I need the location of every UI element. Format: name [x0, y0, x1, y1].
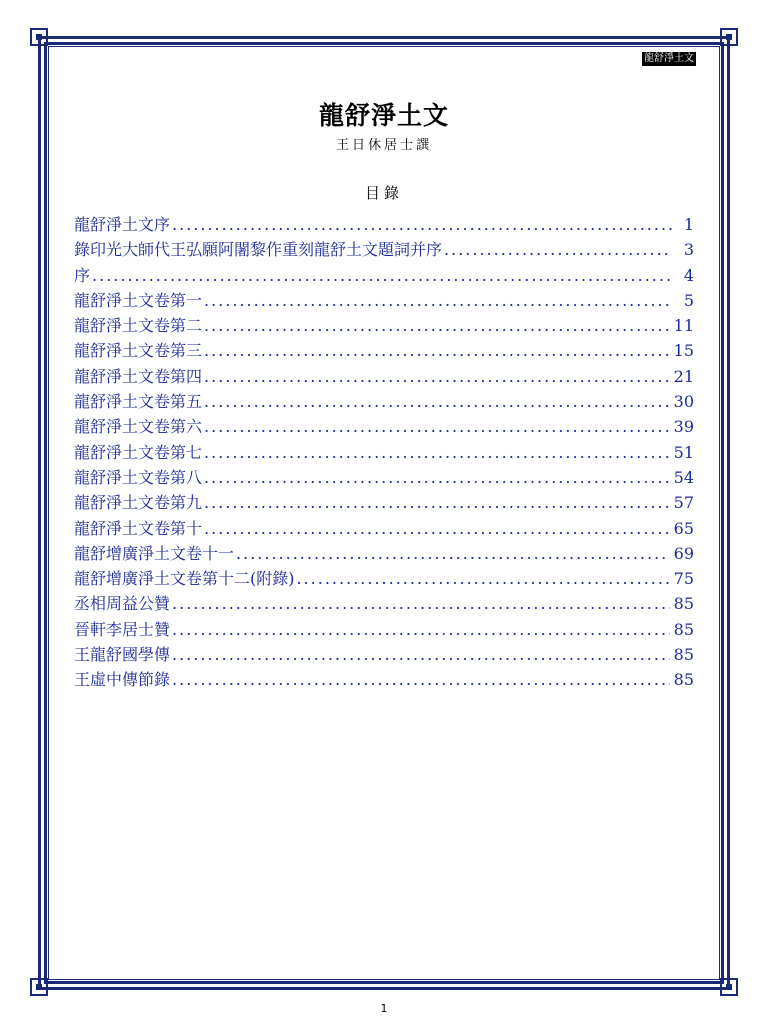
toc-entry-label: 龍舒淨土文卷第三: [74, 341, 203, 361]
toc-entry-label: 王虛中傳節錄: [74, 670, 171, 690]
toc-leader-dots: [92, 266, 672, 285]
toc-entry[interactable]: [74, 566, 694, 591]
toc-leader-dots: [172, 620, 670, 639]
toc-entry-page: 85: [673, 670, 694, 690]
toc-entry-label: 龍舒淨土文卷第九: [74, 493, 203, 513]
toc-heading: 目錄: [364, 184, 403, 202]
toc-entry[interactable]: [74, 263, 694, 288]
table-of-contents: [74, 212, 694, 693]
toc-leader-dots: [204, 316, 670, 335]
toc-entry-label: 晉軒李居士贊: [74, 619, 171, 639]
toc-leader-dots: [204, 291, 672, 310]
running-header: 龍舒淨土文: [644, 53, 694, 64]
toc-entry[interactable]: [74, 617, 694, 642]
toc-entry-label: 王龍舒國學傳: [74, 645, 171, 665]
toc-entry[interactable]: [74, 667, 694, 692]
corner-ornament-icon: [720, 978, 738, 996]
document-title: 龍舒淨土文: [318, 101, 449, 130]
toc-entry-label: 龍舒淨土文卷第六: [74, 417, 203, 437]
toc-leader-dots: [172, 645, 670, 664]
toc-entry[interactable]: [74, 288, 694, 313]
toc-entry-label: 丞相周益公贊: [74, 594, 171, 614]
toc-entry-page: 11: [673, 316, 694, 336]
toc-entry[interactable]: [74, 490, 694, 515]
toc-entry[interactable]: [74, 440, 694, 465]
page-number: 1: [380, 1002, 388, 1015]
toc-entry[interactable]: [74, 237, 694, 262]
toc-leader-dots: [204, 341, 670, 360]
toc-entry-label: 龍舒增廣淨土文卷第十二(附錄): [74, 569, 295, 589]
toc-entry-label: 序: [74, 265, 91, 285]
toc-entry-page: 85: [673, 594, 694, 614]
toc-entry-page: 21: [673, 366, 694, 386]
toc-entry-label: 龍舒淨土文卷第二: [74, 316, 203, 336]
toc-entry-label: 龍舒淨土文卷第七: [74, 442, 203, 462]
toc-entry-label: 龍舒淨土文卷第八: [74, 467, 203, 487]
toc-entry-page: 51: [673, 442, 694, 462]
toc-entry-label: 龍舒淨土文卷第四: [74, 366, 203, 386]
toc-entry-page: 85: [673, 645, 694, 665]
toc-entry-label: 龍舒淨土文卷第五: [74, 392, 203, 412]
document-author: 王日休居士譔: [335, 138, 432, 153]
corner-ornament-icon: [30, 28, 48, 46]
corner-ornament-icon: [30, 978, 48, 996]
toc-entry-page: 15: [673, 341, 694, 361]
toc-leader-dots: [172, 594, 670, 613]
toc-entry-page: 69: [673, 543, 694, 563]
toc-entry-label: 龍舒增廣淨土文卷十一: [74, 543, 235, 563]
toc-entry[interactable]: [74, 642, 694, 667]
toc-entry-page: 1: [683, 215, 694, 234]
toc-entry[interactable]: [74, 389, 694, 414]
toc-entry[interactable]: [74, 414, 694, 439]
toc-entry-page: 4: [683, 265, 694, 285]
toc-entry[interactable]: [74, 541, 694, 566]
toc-entry-page: 5: [683, 290, 694, 310]
toc-entry-page: 39: [673, 417, 694, 437]
toc-entry[interactable]: [74, 516, 694, 541]
toc-entry-page: 30: [673, 392, 694, 412]
toc-entry-label: 龍舒淨土文卷第一: [74, 290, 203, 310]
toc-entry[interactable]: [74, 212, 694, 237]
toc-entry-label: 龍舒淨土文序: [74, 215, 171, 234]
corner-ornament-icon: [720, 28, 738, 46]
toc-entry-page: 75: [673, 569, 694, 589]
toc-leader-dots: [297, 569, 670, 588]
toc-leader-dots: [444, 240, 672, 259]
toc-entry[interactable]: [74, 338, 694, 363]
toc-leader-dots: [204, 493, 670, 512]
toc-leader-dots: [236, 544, 670, 563]
toc-entry[interactable]: [74, 313, 694, 338]
toc-entry-page: 85: [673, 619, 694, 639]
toc-leader-dots: [172, 670, 670, 689]
toc-entry-page: 3: [683, 240, 694, 260]
toc-leader-dots: [172, 215, 672, 234]
toc-leader-dots: [204, 392, 670, 411]
toc-leader-dots: [204, 417, 670, 436]
toc-entry-page: 57: [673, 493, 694, 513]
toc-leader-dots: [204, 443, 670, 462]
toc-leader-dots: [204, 367, 670, 386]
toc-entry-label: 錄印光大師代王弘願阿闍黎作重刻龍舒土文題詞并序: [74, 240, 443, 260]
toc-entry[interactable]: [74, 364, 694, 389]
toc-entry-page: 54: [673, 467, 694, 487]
toc-entry-label: 龍舒淨土文卷第十: [74, 518, 203, 538]
toc-leader-dots: [204, 468, 670, 487]
toc-leader-dots: [204, 519, 670, 538]
toc-entry[interactable]: [74, 465, 694, 490]
toc-entry[interactable]: [74, 591, 694, 616]
toc-entry-page: 65: [673, 518, 694, 538]
